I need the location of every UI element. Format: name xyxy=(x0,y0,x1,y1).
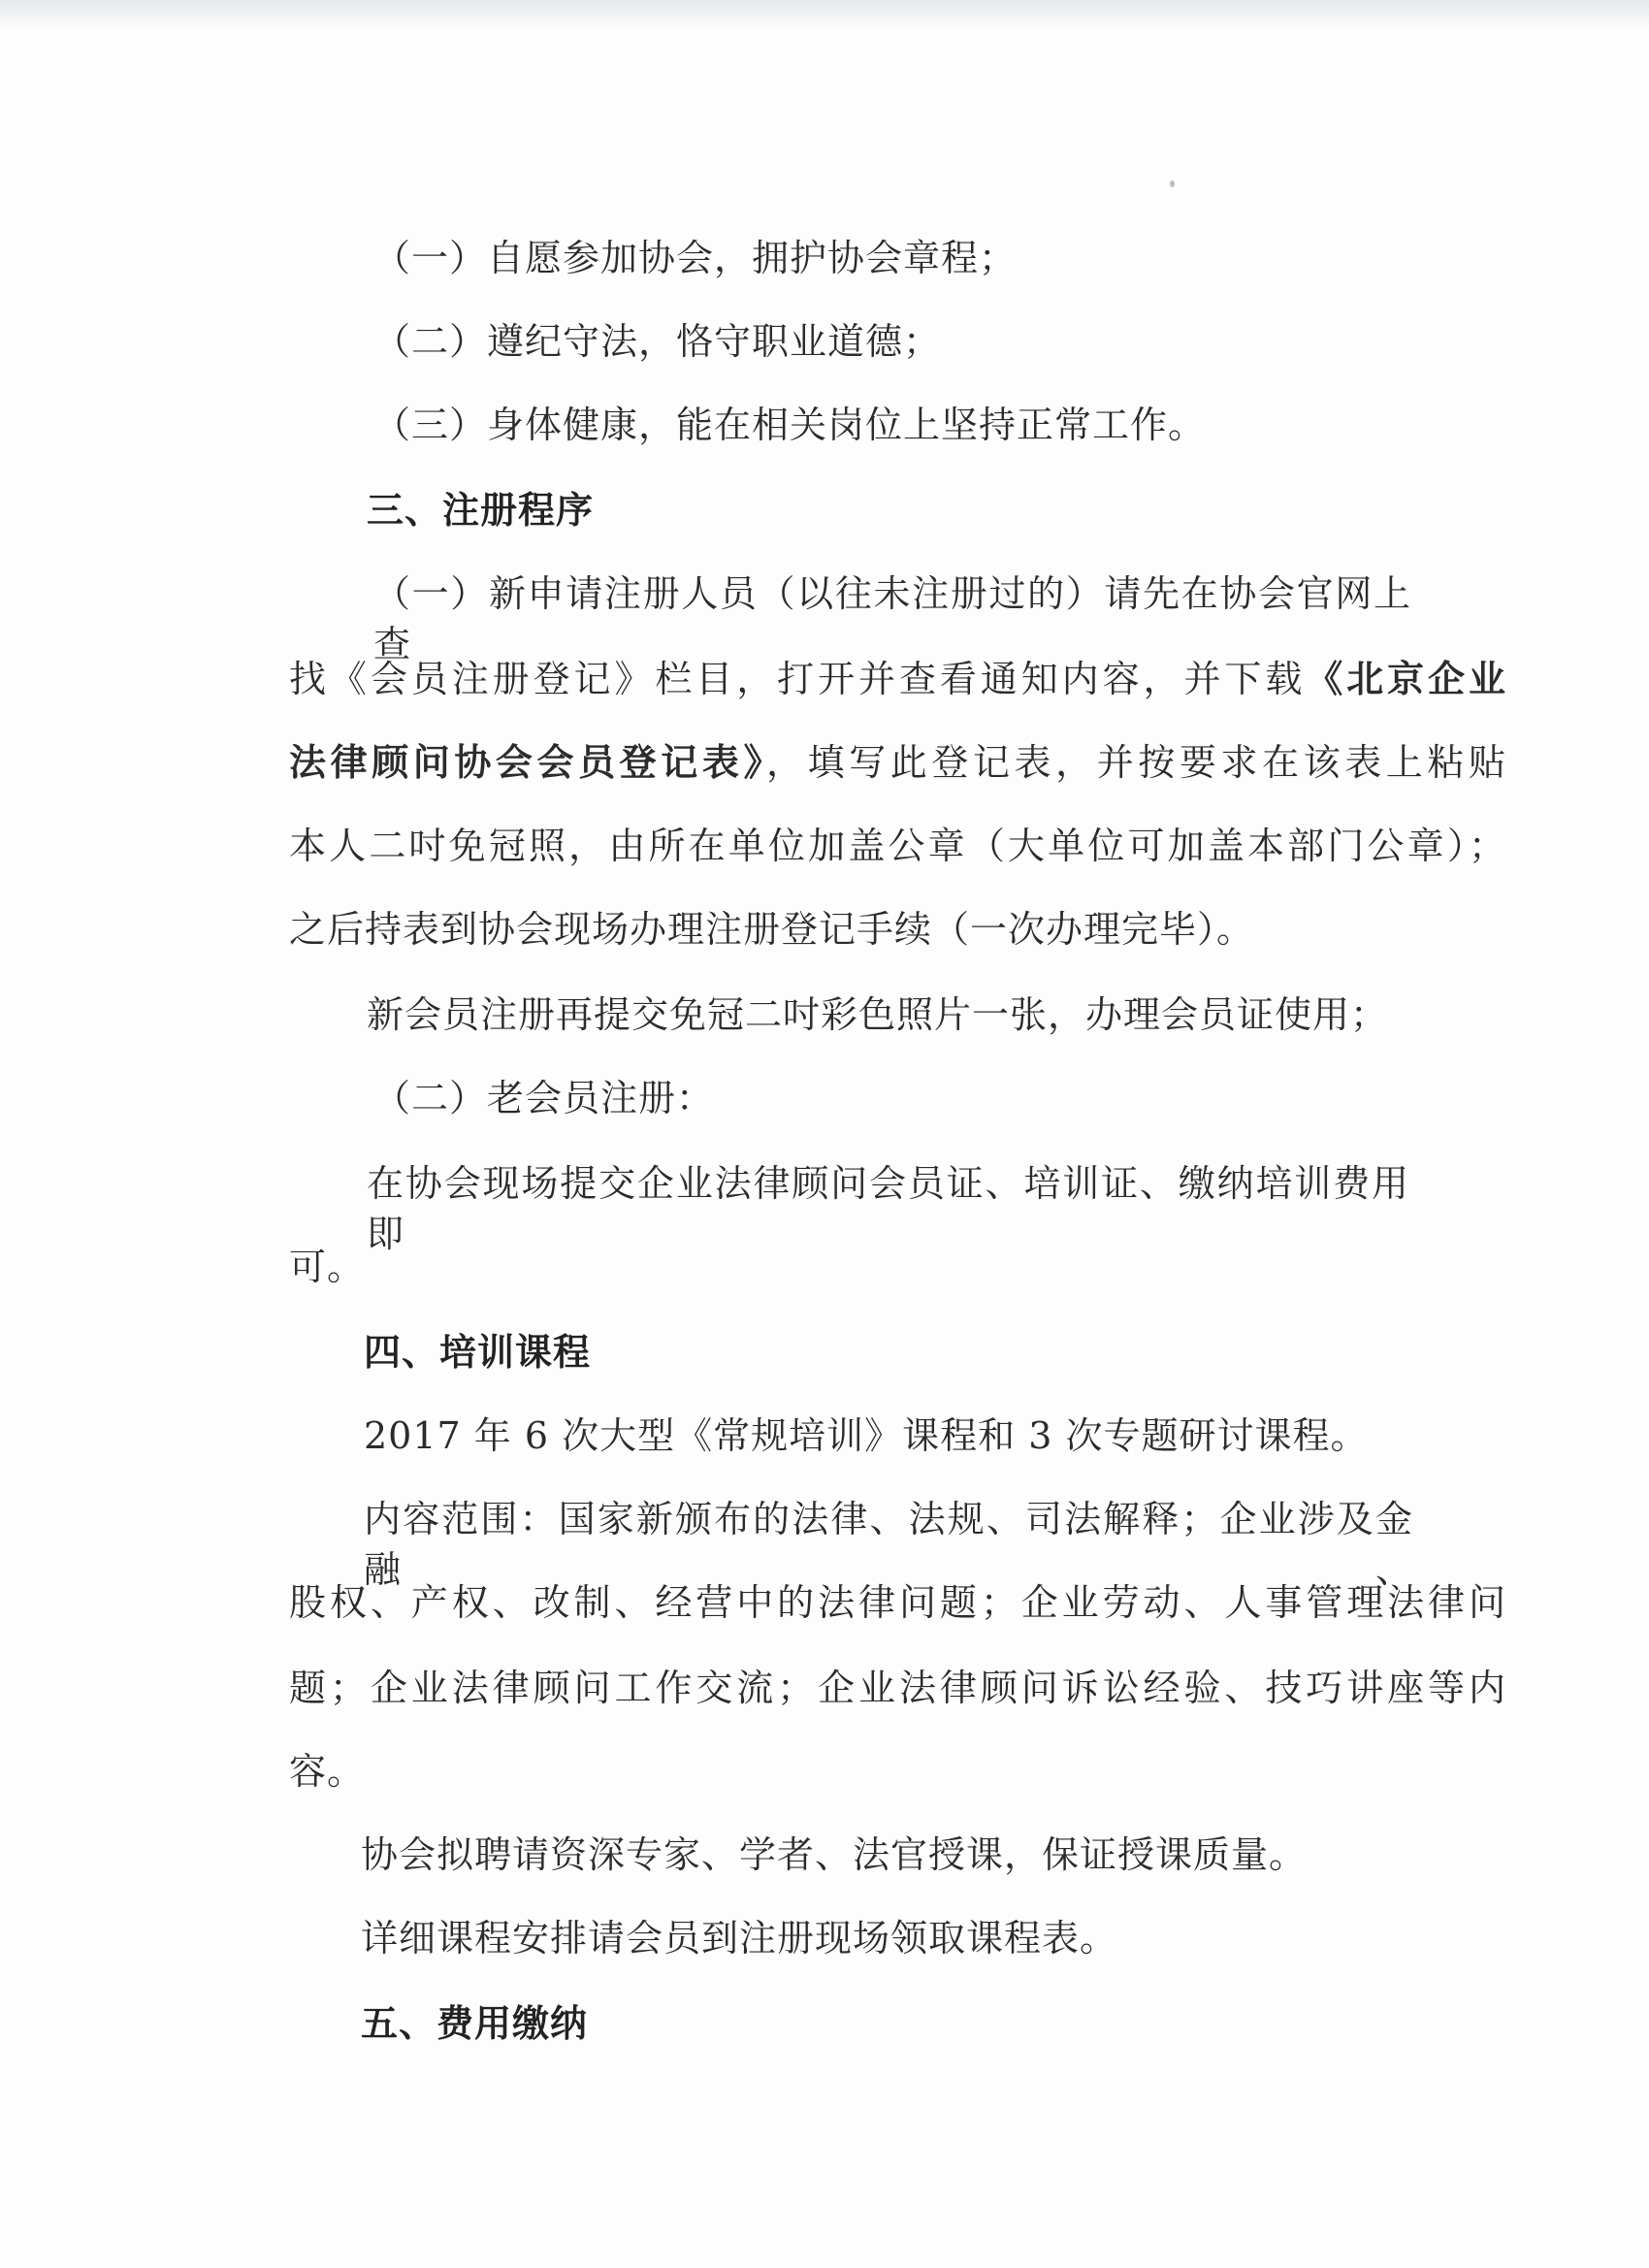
form-name-bold: 法律顾问协会会员登记表》 xyxy=(289,740,767,784)
paragraph-line xyxy=(289,654,1506,704)
requirement-item-2: （二）遵纪守法，恪守职业道德； xyxy=(373,320,942,363)
paragraph-line: （二）老会员注册： xyxy=(373,1077,715,1119)
paragraph-line: 详细课程安排请会员到注册现场领取课程表。 xyxy=(361,1917,1118,1960)
requirement-item-3: （三）身体健康，能在相关岗位上坚持正常工作。 xyxy=(373,404,1207,446)
paragraph-text: ，填写此登记表，并按要求在该表上粘贴 xyxy=(766,741,1506,784)
paragraph-line: 容。 xyxy=(289,1750,366,1793)
paragraph-text: 找《会员注册登记》栏目，打开并查看通知内容，并下载 xyxy=(289,658,1307,700)
scan-edge xyxy=(0,0,1649,29)
paragraph-line: 新会员注册再提交免冠二吋彩色照片一张，办理会员证使用； xyxy=(367,993,1389,1036)
requirement-item-1: （一）自愿参加协会，拥护协会章程； xyxy=(373,237,1018,279)
paragraph-line: 可。 xyxy=(289,1246,366,1288)
paragraph-line: （一）新申请注册人员（以往未注册过的）请先在协会官网上查 xyxy=(373,572,1411,665)
paragraph-line: 题；企业法律顾问工作交流；企业法律顾问诉讼经验、技巧讲座等内 xyxy=(289,1667,1506,1709)
section-heading-registration: 三、注册程序 xyxy=(367,489,595,532)
section-heading-training: 四、培训课程 xyxy=(364,1331,592,1374)
form-name-bold: 《北京企业 xyxy=(1306,657,1506,700)
section-heading-fees: 五、费用缴纳 xyxy=(361,2002,589,2045)
scan-speck xyxy=(1170,180,1175,187)
paragraph-line: 在协会现场提交企业法律顾问会员证、培训证、缴纳培训费用即 xyxy=(367,1162,1409,1255)
paragraph-line: 本人二吋免冠照，由所在单位加盖公章（大单位可加盖本部门公章）； xyxy=(289,825,1506,867)
paragraph-line: 之后持表到协会现场办理注册登记手续（一次办理完毕）。 xyxy=(289,908,1255,951)
paragraph-line: 协会拟聘请资深专家、学者、法官授课，保证授课质量。 xyxy=(361,1833,1308,1876)
paragraph-line: 股权、产权、改制、经营中的法律问题；企业劳动、人事管理法律问 xyxy=(289,1581,1506,1624)
paragraph-line: 2017 年 6 次大型《常规培训》课程和 3 次专题研讨课程。 xyxy=(364,1414,1369,1457)
paragraph-line xyxy=(289,737,1506,788)
paragraph-line: 内容范围：国家新颁布的法律、法规、司法解释；企业涉及金融、 xyxy=(364,1498,1413,1591)
